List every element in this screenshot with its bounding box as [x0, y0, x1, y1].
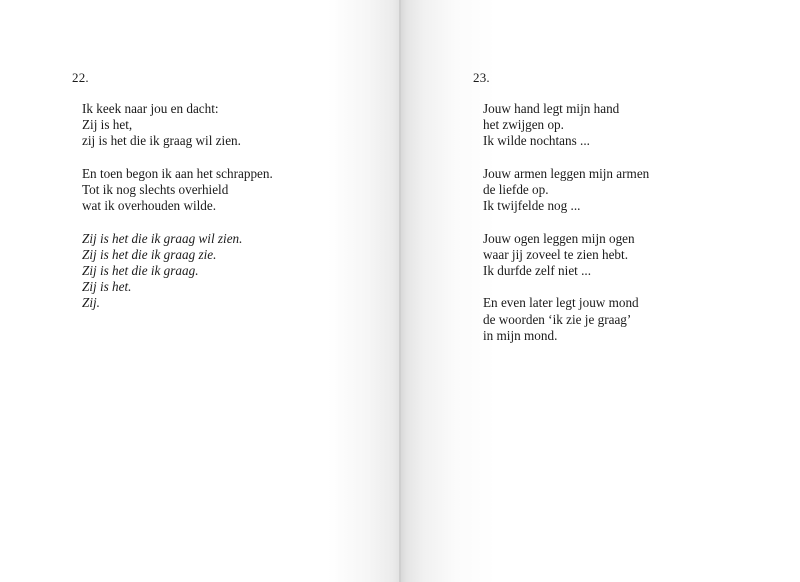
- poem-line: Ik wilde nochtans ...: [483, 133, 590, 149]
- poem-line: Zij.: [82, 295, 100, 311]
- stanza: [483, 101, 649, 150]
- poem-line: de woorden ‘ik zie je graag’: [483, 311, 632, 327]
- poem-line: wat ik overhouden wilde.: [82, 198, 217, 214]
- page-number-23: 23.: [473, 70, 490, 85]
- stanza-italic: [82, 231, 273, 312]
- poem-line: in mijn mond.: [483, 327, 558, 343]
- poem-line: Zij is het.: [82, 279, 132, 295]
- poem-line: Zij is het die ik graag zie.: [82, 246, 217, 262]
- poem-23: [483, 101, 649, 344]
- poem-line: het zwijgen op.: [483, 117, 564, 133]
- poem-line: Jouw hand legt mijn hand: [483, 101, 620, 116]
- poem-line: Zij is het die ik graag.: [82, 263, 199, 278]
- page-number-22: 22.: [72, 70, 89, 85]
- stanza: [483, 166, 649, 215]
- stanza: [82, 166, 273, 215]
- book-gutter: [399, 0, 401, 582]
- right-page: [400, 0, 800, 582]
- poem-line: Zij is het,: [82, 117, 133, 133]
- stanza: [483, 295, 649, 344]
- poem-22: [82, 101, 273, 312]
- poem-line: Ik keek naar jou en dacht:: [82, 101, 219, 116]
- stanza: [82, 101, 273, 150]
- poem-line: En toen begon ik aan het schrappen.: [82, 165, 273, 181]
- poem-line: Tot ik nog slechts overhield: [82, 182, 229, 197]
- poem-line: de liefde op.: [483, 182, 549, 197]
- poem-line: Jouw ogen leggen mijn ogen: [483, 230, 635, 246]
- poem-line: Ik durfde zelf niet ...: [483, 263, 592, 278]
- poem-line: Zij is het die ik graag wil zien.: [82, 230, 243, 246]
- stanza: [483, 231, 649, 280]
- poem-line: Ik twijfelde nog ...: [483, 198, 581, 214]
- poem-line: En even later legt jouw mond: [483, 295, 639, 311]
- poem-line: waar jij zoveel te zien hebt.: [483, 246, 628, 262]
- poem-line: zij is het die ik graag wil zien.: [82, 133, 241, 149]
- poem-line: Jouw armen leggen mijn armen: [483, 165, 650, 181]
